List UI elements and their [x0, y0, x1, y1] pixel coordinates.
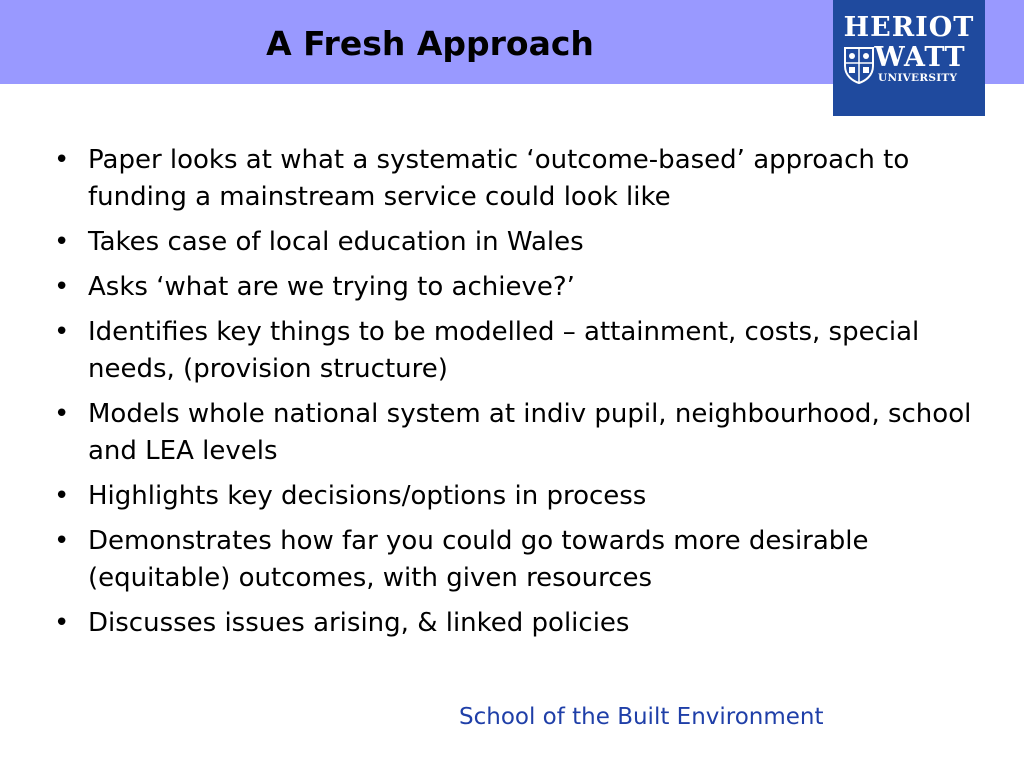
bullet-item [50, 605, 990, 642]
bullet-text: Discusses issues arising, & linked policies [88, 608, 630, 638]
bullet-text: Asks ‘what are we trying to achieve?’ [88, 272, 575, 302]
bullet-dot: • [54, 317, 70, 347]
bullet-dot: • [54, 145, 70, 175]
bullet-item [50, 523, 990, 597]
bullet-dot: • [54, 227, 70, 257]
bullet-item [50, 269, 990, 306]
bullet-item [50, 224, 990, 261]
bullet-dot: • [54, 481, 70, 511]
bullet-item [50, 142, 990, 216]
logo-text-watt: WATT [874, 42, 966, 73]
bullet-text: Takes case of local education in Wales [88, 227, 584, 257]
slide-title: A Fresh Approach [266, 24, 594, 63]
bullet-text: Highlights key decisions/options in process [88, 481, 647, 511]
bullet-list [50, 142, 990, 650]
university-logo [833, 0, 985, 116]
bullet-item [50, 478, 990, 515]
bullet-text: Identifies key things to be modelled – attainment, costs, special needs, (provision structure) [88, 317, 920, 384]
bullet-item [50, 314, 990, 388]
bullet-dot: • [54, 272, 70, 302]
bullet-text: Paper looks at what a systematic ‘outcome-based’ approach to funding a mainstream service could look like [88, 145, 910, 212]
bullet-item [50, 396, 990, 470]
bullet-text: Demonstrates how far you could go towards more desirable (equitable) outcomes, with given resources [88, 526, 869, 593]
logo-text-heriot: HERIOT [843, 12, 975, 43]
bullet-dot: • [54, 608, 70, 638]
bullet-dot: • [54, 399, 70, 429]
logo-text-university: UNIVERSITY [878, 72, 958, 84]
bullet-text: Models whole national system at indiv pupil, neighbourhood, school and LEA levels [88, 399, 972, 466]
footer-text: School of the Built Environment [459, 704, 824, 730]
bullet-dot: • [54, 526, 70, 556]
